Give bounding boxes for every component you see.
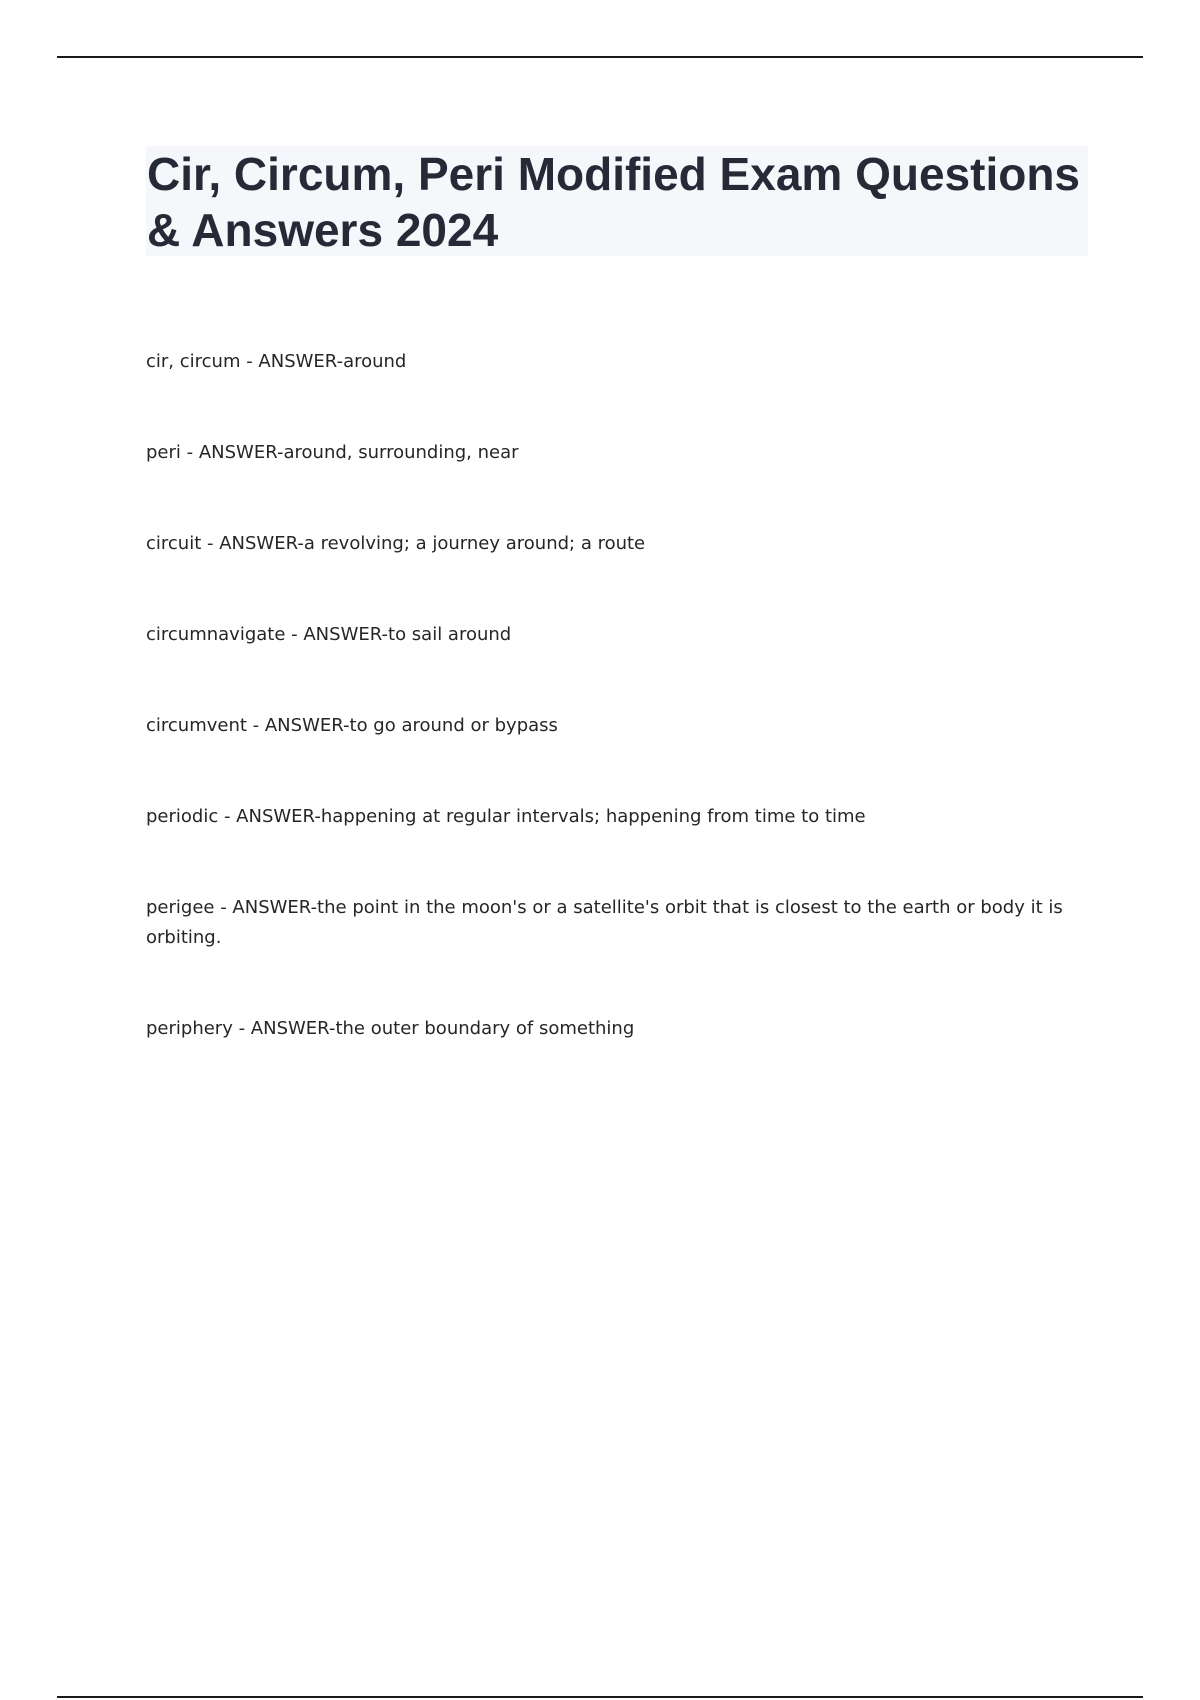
qa-item: circumvent - ANSWER-to go around or bypass: [146, 715, 558, 736]
qa-item: peri - ANSWER-around, surrounding, near: [146, 442, 519, 463]
document-title: Cir, Circum, Peri Modified Exam Questions & Answers 2024: [147, 148, 1081, 256]
qa-item: periodic - ANSWER-happening at regular intervals; happening from time to time: [146, 806, 866, 827]
qa-item: perigee - ANSWER-the point in the moon's or a satellite's orbit that is closest to the earth or body it is orbiting.: [146, 897, 1063, 948]
qa-item: circuit - ANSWER-a revolving; a journey around; a route: [146, 533, 646, 554]
top-divider: [57, 56, 1143, 58]
qa-item: cir, circum - ANSWER-around: [146, 351, 407, 372]
bottom-divider: [57, 1696, 1143, 1698]
qa-item: periphery - ANSWER-the outer boundary of something: [146, 1018, 635, 1039]
qa-list: [146, 347, 1086, 1044]
qa-item: circumnavigate - ANSWER-to sail around: [146, 624, 512, 645]
title-banner: [146, 146, 1088, 256]
